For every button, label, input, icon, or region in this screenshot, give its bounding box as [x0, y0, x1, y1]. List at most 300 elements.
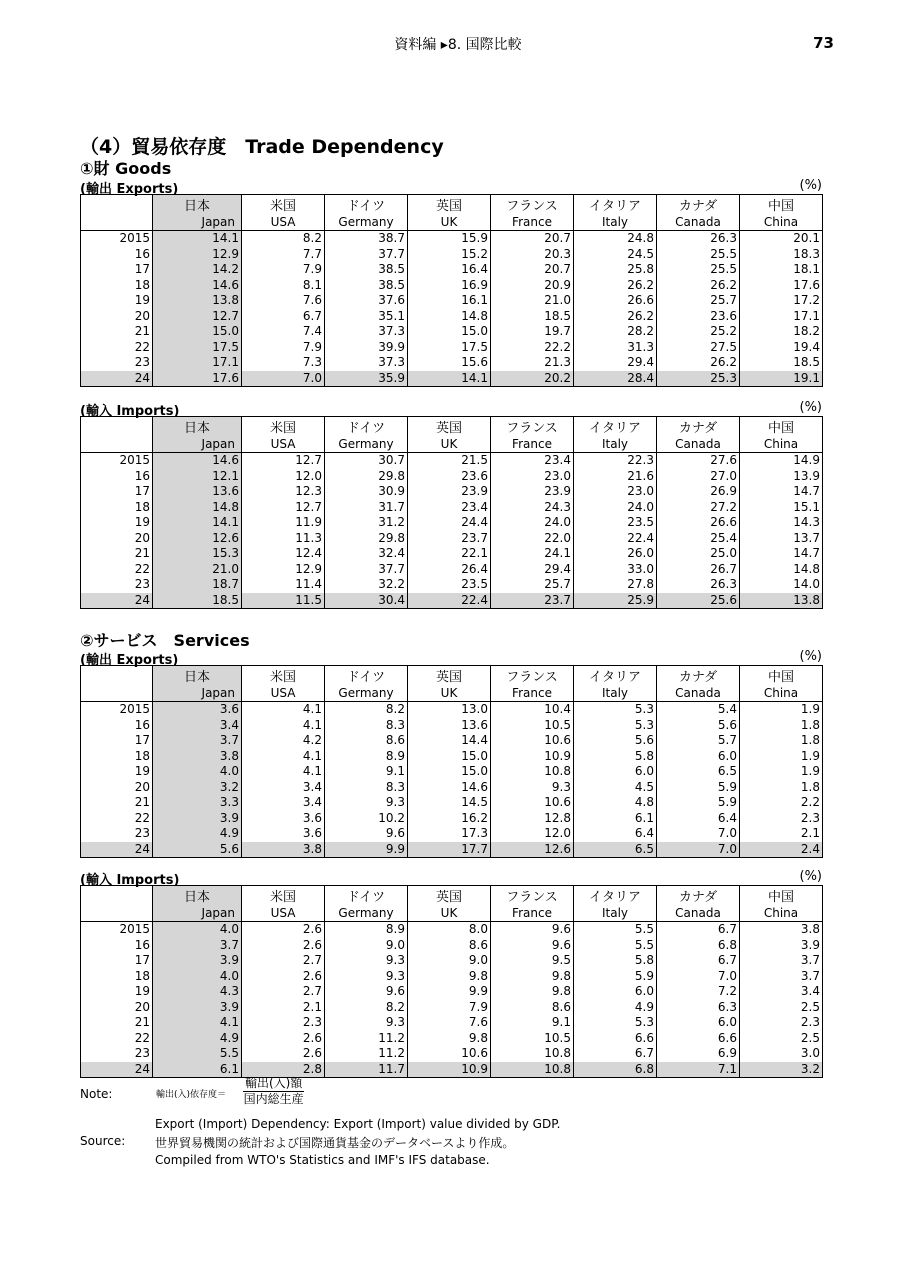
page-header: [0, 34, 916, 54]
year-cell: 23: [134, 355, 150, 370]
value-cell: 4.5: [574, 780, 657, 796]
value-cell: 9.3: [491, 780, 574, 796]
value-cell: 5.9: [657, 780, 740, 796]
value-cell: 25.0: [657, 546, 740, 562]
year-cell: 22: [134, 1030, 150, 1045]
value-cell: 5.5: [153, 1046, 242, 1062]
value-cell: 17.7: [408, 842, 491, 858]
value-cell: 7.9: [408, 1000, 491, 1016]
value-cell: 11.7: [325, 1062, 408, 1078]
value-cell: 25.7: [657, 293, 740, 309]
value-cell: 23.9: [491, 484, 574, 500]
value-cell: 25.3: [657, 371, 740, 387]
table-label: (輸入 Imports): [80, 404, 180, 419]
year-cell: 18: [134, 748, 150, 763]
year-header: [81, 685, 153, 702]
value-cell: 31.2: [325, 515, 408, 531]
value-cell: 4.9: [153, 1031, 242, 1047]
value-cell: 26.3: [657, 577, 740, 593]
value-cell: 10.4: [491, 702, 574, 718]
value-cell: 15.0: [153, 324, 242, 340]
value-cell: 21.6: [574, 469, 657, 485]
value-cell: 6.7: [657, 922, 740, 938]
value-cell: 24.8: [574, 231, 657, 247]
value-cell: 9.8: [491, 969, 574, 985]
table-row: [81, 262, 823, 278]
column-header-jp: 米国: [242, 195, 325, 215]
value-cell: 20.1: [740, 231, 823, 247]
value-cell: 7.6: [408, 1015, 491, 1031]
year-header: [81, 666, 153, 686]
value-cell: 27.6: [657, 453, 740, 469]
column-header-jp: 米国: [242, 417, 325, 437]
value-cell: 4.1: [242, 749, 325, 765]
column-header-en: Germany: [325, 214, 408, 231]
column-header-en: France: [491, 905, 574, 922]
column-header-en: UK: [408, 214, 491, 231]
value-cell: 4.9: [574, 1000, 657, 1016]
value-cell: 10.9: [491, 749, 574, 765]
value-cell: 3.6: [242, 826, 325, 842]
value-cell: 17.1: [153, 355, 242, 371]
table-row: [81, 984, 823, 1000]
value-cell: 18.5: [740, 355, 823, 371]
value-cell: 4.1: [153, 1015, 242, 1031]
value-cell: 12.1: [153, 469, 242, 485]
value-cell: 23.5: [408, 577, 491, 593]
value-cell: 2.6: [242, 922, 325, 938]
value-cell: 17.5: [408, 340, 491, 356]
year-cell: 2015: [119, 453, 150, 468]
value-cell: 14.6: [408, 780, 491, 796]
value-cell: 2.5: [740, 1031, 823, 1047]
value-cell: 25.4: [657, 531, 740, 547]
value-cell: 14.8: [153, 500, 242, 516]
header-row-en: [81, 905, 823, 922]
value-cell: 8.3: [325, 718, 408, 734]
value-cell: 31.3: [574, 340, 657, 356]
year-cell: 22: [134, 810, 150, 825]
value-cell: 24.4: [408, 515, 491, 531]
value-cell: 21.3: [491, 355, 574, 371]
year-cell: 2015: [119, 231, 150, 246]
value-cell: 13.6: [153, 484, 242, 500]
value-cell: 10.6: [491, 795, 574, 811]
value-cell: 7.2: [657, 984, 740, 1000]
value-cell: 1.8: [740, 733, 823, 749]
table-label: (輸出 Exports): [80, 182, 179, 197]
value-cell: 25.9: [574, 593, 657, 609]
value-cell: 18.5: [153, 593, 242, 609]
value-cell: 1.9: [740, 749, 823, 765]
value-cell: 18.1: [740, 262, 823, 278]
value-cell: 7.0: [657, 969, 740, 985]
table-row: [81, 469, 823, 485]
formula-numerator: 輸出(入)額: [245, 1076, 303, 1090]
value-cell: 6.7: [574, 1046, 657, 1062]
value-cell: 4.1: [242, 702, 325, 718]
column-header-jp: 日本: [153, 417, 242, 437]
table-row: [81, 500, 823, 516]
value-cell: 14.1: [153, 515, 242, 531]
value-cell: 35.9: [325, 371, 408, 387]
value-cell: 4.8: [574, 795, 657, 811]
year-cell: 23: [134, 577, 150, 592]
value-cell: 6.6: [657, 1031, 740, 1047]
column-header-jp: イタリア: [574, 417, 657, 437]
table-label: (輸出 Exports): [80, 653, 179, 668]
column-header-jp: 英国: [408, 886, 491, 906]
value-cell: 3.6: [153, 702, 242, 718]
year-cell: 17: [134, 484, 150, 499]
year-cell: 21: [134, 324, 150, 339]
value-cell: 27.2: [657, 500, 740, 516]
value-cell: 4.1: [242, 764, 325, 780]
value-cell: 5.3: [574, 1015, 657, 1031]
table-unit: (%): [799, 400, 822, 415]
value-cell: 16.9: [408, 278, 491, 294]
value-cell: 7.0: [242, 371, 325, 387]
column-header-jp: イタリア: [574, 666, 657, 686]
table-row: [81, 1000, 823, 1016]
value-cell: 28.2: [574, 324, 657, 340]
table-row: [81, 938, 823, 954]
value-cell: 25.5: [657, 247, 740, 263]
value-cell: 14.1: [153, 231, 242, 247]
value-cell: 17.6: [740, 278, 823, 294]
value-cell: 3.7: [153, 733, 242, 749]
table-row: [81, 546, 823, 562]
column-header-jp: 英国: [408, 666, 491, 686]
year-cell: 23: [134, 1046, 150, 1061]
value-cell: 38.5: [325, 262, 408, 278]
value-cell: 15.1: [740, 500, 823, 516]
value-cell: 26.6: [574, 293, 657, 309]
value-cell: 23.0: [491, 469, 574, 485]
header-title: 資料編 ▸8. 国際比較: [394, 37, 522, 53]
table-row: [81, 1046, 823, 1062]
value-cell: 17.6: [153, 371, 242, 387]
value-cell: 8.2: [325, 702, 408, 718]
value-cell: 24.3: [491, 500, 574, 516]
value-cell: 26.7: [657, 562, 740, 578]
value-cell: 2.3: [740, 811, 823, 827]
column-header-en: China: [740, 905, 823, 922]
value-cell: 37.6: [325, 293, 408, 309]
table-row: [81, 1062, 823, 1078]
value-cell: 5.6: [153, 842, 242, 858]
value-cell: 2.8: [242, 1062, 325, 1078]
column-header-jp: ドイツ: [325, 417, 408, 437]
column-header-en: USA: [242, 685, 325, 702]
value-cell: 29.4: [574, 355, 657, 371]
table-unit: (%): [799, 869, 822, 884]
column-header-en: Canada: [657, 214, 740, 231]
year-cell: 21: [134, 795, 150, 810]
value-cell: 16.1: [408, 293, 491, 309]
value-cell: 3.9: [740, 938, 823, 954]
year-cell: 24: [81, 842, 153, 858]
table-caption: [80, 178, 822, 197]
value-cell: 26.6: [657, 515, 740, 531]
value-cell: 2.7: [242, 984, 325, 1000]
value-cell: 9.3: [325, 1015, 408, 1031]
value-cell: 14.8: [408, 309, 491, 325]
value-cell: 30.4: [325, 593, 408, 609]
value-cell: 30.9: [325, 484, 408, 500]
value-cell: 1.9: [740, 702, 823, 718]
value-cell: 6.7: [657, 953, 740, 969]
value-cell: 26.2: [574, 309, 657, 325]
year-header: [81, 905, 153, 922]
value-cell: 13.7: [740, 531, 823, 547]
column-header-en: Germany: [325, 905, 408, 922]
column-header-jp: イタリア: [574, 886, 657, 906]
value-cell: 23.4: [408, 500, 491, 516]
formula-denominator: 国内総生産: [243, 1092, 304, 1106]
value-cell: 6.1: [574, 811, 657, 827]
table-row: [81, 702, 823, 718]
data-table: [80, 665, 823, 858]
value-cell: 9.0: [325, 938, 408, 954]
value-cell: 1.8: [740, 718, 823, 734]
column-header-jp: フランス: [491, 666, 574, 686]
value-cell: 3.8: [740, 922, 823, 938]
value-cell: 21.5: [408, 453, 491, 469]
column-header-en: Italy: [574, 905, 657, 922]
table-row: [81, 780, 823, 796]
value-cell: 2.6: [242, 1046, 325, 1062]
value-cell: 23.6: [408, 469, 491, 485]
table-row: [81, 1031, 823, 1047]
header-row-jp: [81, 417, 823, 437]
value-cell: 9.3: [325, 953, 408, 969]
value-cell: 10.5: [491, 1031, 574, 1047]
value-cell: 27.8: [574, 577, 657, 593]
value-cell: 4.1: [242, 718, 325, 734]
table-unit: (%): [799, 649, 822, 664]
goods-imports-block: [80, 400, 822, 609]
value-cell: 6.0: [574, 764, 657, 780]
column-header-jp: 米国: [242, 886, 325, 906]
value-cell: 12.0: [491, 826, 574, 842]
column-header-jp: カナダ: [657, 666, 740, 686]
value-cell: 21.0: [153, 562, 242, 578]
value-cell: 11.4: [242, 577, 325, 593]
value-cell: 37.7: [325, 562, 408, 578]
column-header-jp: 中国: [740, 666, 823, 686]
value-cell: 21.0: [491, 293, 574, 309]
column-header-en: Germany: [325, 436, 408, 453]
value-cell: 9.8: [408, 969, 491, 985]
year-cell: 24: [81, 593, 153, 609]
value-cell: 15.0: [408, 324, 491, 340]
table-row: [81, 953, 823, 969]
year-cell: 17: [134, 262, 150, 277]
value-cell: 8.6: [408, 938, 491, 954]
value-cell: 20.9: [491, 278, 574, 294]
table-row: [81, 795, 823, 811]
value-cell: 5.8: [574, 953, 657, 969]
column-header-en: USA: [242, 905, 325, 922]
column-header-jp: 中国: [740, 417, 823, 437]
value-cell: 38.5: [325, 278, 408, 294]
value-cell: 13.0: [408, 702, 491, 718]
value-cell: 12.9: [153, 247, 242, 263]
value-cell: 5.5: [574, 938, 657, 954]
table-row: [81, 749, 823, 765]
value-cell: 9.5: [491, 953, 574, 969]
table-caption: [80, 400, 822, 419]
column-header-en: Italy: [574, 436, 657, 453]
value-cell: 6.5: [657, 764, 740, 780]
year-cell: 23: [134, 826, 150, 841]
value-cell: 6.0: [657, 1015, 740, 1031]
services-exports-block: [80, 649, 822, 858]
value-cell: 3.7: [740, 953, 823, 969]
table-row: [81, 293, 823, 309]
value-cell: 22.4: [574, 531, 657, 547]
column-header-en: France: [491, 214, 574, 231]
value-cell: 24.1: [491, 546, 574, 562]
column-header-jp: イタリア: [574, 195, 657, 215]
value-cell: 7.0: [657, 826, 740, 842]
value-cell: 3.6: [242, 811, 325, 827]
value-cell: 7.9: [242, 262, 325, 278]
value-cell: 10.9: [408, 1062, 491, 1078]
value-cell: 2.1: [740, 826, 823, 842]
value-cell: 9.9: [408, 984, 491, 1000]
column-header-en: Japan: [153, 436, 242, 453]
value-cell: 6.0: [574, 984, 657, 1000]
value-cell: 14.2: [153, 262, 242, 278]
value-cell: 12.6: [491, 842, 574, 858]
section-title-services: ②サービス Services: [80, 631, 250, 650]
year-cell: 2015: [119, 922, 150, 937]
source-jp: 世界貿易機関の統計および国際通貨基金のデータベースより作成。: [155, 1136, 515, 1150]
value-cell: 32.4: [325, 546, 408, 562]
value-cell: 7.7: [242, 247, 325, 263]
source-en: Compiled from WTO's Statistics and IMF's IFS database.: [155, 1153, 490, 1167]
value-cell: 14.7: [740, 484, 823, 500]
header-row-jp: [81, 886, 823, 906]
value-cell: 4.0: [153, 969, 242, 985]
value-cell: 22.1: [408, 546, 491, 562]
value-cell: 9.9: [325, 842, 408, 858]
value-cell: 14.0: [740, 577, 823, 593]
page-title: （4）貿易依存度 Trade Dependency: [80, 136, 444, 158]
value-cell: 11.2: [325, 1031, 408, 1047]
value-cell: 13.8: [740, 593, 823, 609]
column-header-en: UK: [408, 685, 491, 702]
value-cell: 6.3: [657, 1000, 740, 1016]
value-cell: 5.7: [657, 733, 740, 749]
value-cell: 12.8: [491, 811, 574, 827]
value-cell: 22.4: [408, 593, 491, 609]
column-header-jp: カナダ: [657, 417, 740, 437]
column-header-en: Japan: [153, 685, 242, 702]
column-header-en: France: [491, 685, 574, 702]
value-cell: 2.6: [242, 1031, 325, 1047]
value-cell: 26.2: [574, 278, 657, 294]
value-cell: 18.7: [153, 577, 242, 593]
value-cell: 17.1: [740, 309, 823, 325]
year-cell: 18: [134, 277, 150, 292]
value-cell: 8.2: [242, 231, 325, 247]
value-cell: 4.2: [242, 733, 325, 749]
value-cell: 6.0: [657, 749, 740, 765]
value-cell: 7.0: [657, 842, 740, 858]
column-header-en: USA: [242, 436, 325, 453]
value-cell: 9.8: [491, 984, 574, 1000]
value-cell: 33.0: [574, 562, 657, 578]
value-cell: 23.6: [657, 309, 740, 325]
value-cell: 12.9: [242, 562, 325, 578]
value-cell: 2.3: [242, 1015, 325, 1031]
value-cell: 27.0: [657, 469, 740, 485]
year-cell: 22: [134, 561, 150, 576]
value-cell: 8.9: [325, 749, 408, 765]
table-row: [81, 969, 823, 985]
value-cell: 3.9: [153, 953, 242, 969]
column-header-en: China: [740, 436, 823, 453]
services-imports-block: [80, 869, 822, 1078]
year-cell: 20: [134, 999, 150, 1014]
column-header-en: UK: [408, 436, 491, 453]
year-cell: 16: [134, 717, 150, 732]
value-cell: 2.5: [740, 1000, 823, 1016]
value-cell: 16.2: [408, 811, 491, 827]
value-cell: 3.7: [740, 969, 823, 985]
value-cell: 3.4: [153, 718, 242, 734]
year-cell: 21: [134, 546, 150, 561]
year-cell: 24: [81, 371, 153, 387]
value-cell: 18.5: [491, 309, 574, 325]
table-row: [81, 453, 823, 469]
column-header-jp: フランス: [491, 886, 574, 906]
table-row: [81, 593, 823, 609]
value-cell: 14.7: [740, 546, 823, 562]
value-cell: 10.6: [491, 733, 574, 749]
value-cell: 6.4: [657, 811, 740, 827]
value-cell: 17.3: [408, 826, 491, 842]
table-caption: [80, 649, 822, 668]
header-row-en: [81, 436, 823, 453]
formula-lhs: 輸出(入)依存度＝: [156, 1090, 227, 1100]
value-cell: 2.6: [242, 969, 325, 985]
table-row: [81, 733, 823, 749]
column-header-en: China: [740, 214, 823, 231]
value-cell: 9.6: [325, 826, 408, 842]
year-cell: 22: [134, 339, 150, 354]
value-cell: 14.8: [740, 562, 823, 578]
value-cell: 6.4: [574, 826, 657, 842]
value-cell: 37.7: [325, 247, 408, 263]
value-cell: 7.9: [242, 340, 325, 356]
value-cell: 9.8: [408, 1031, 491, 1047]
value-cell: 26.4: [408, 562, 491, 578]
value-cell: 35.1: [325, 309, 408, 325]
data-table: [80, 885, 823, 1078]
column-header-en: UK: [408, 905, 491, 922]
value-cell: 11.3: [242, 531, 325, 547]
year-header: [81, 886, 153, 906]
value-cell: 3.4: [740, 984, 823, 1000]
value-cell: 18.2: [740, 324, 823, 340]
value-cell: 10.5: [491, 718, 574, 734]
column-header-jp: ドイツ: [325, 195, 408, 215]
column-header-en: Italy: [574, 214, 657, 231]
